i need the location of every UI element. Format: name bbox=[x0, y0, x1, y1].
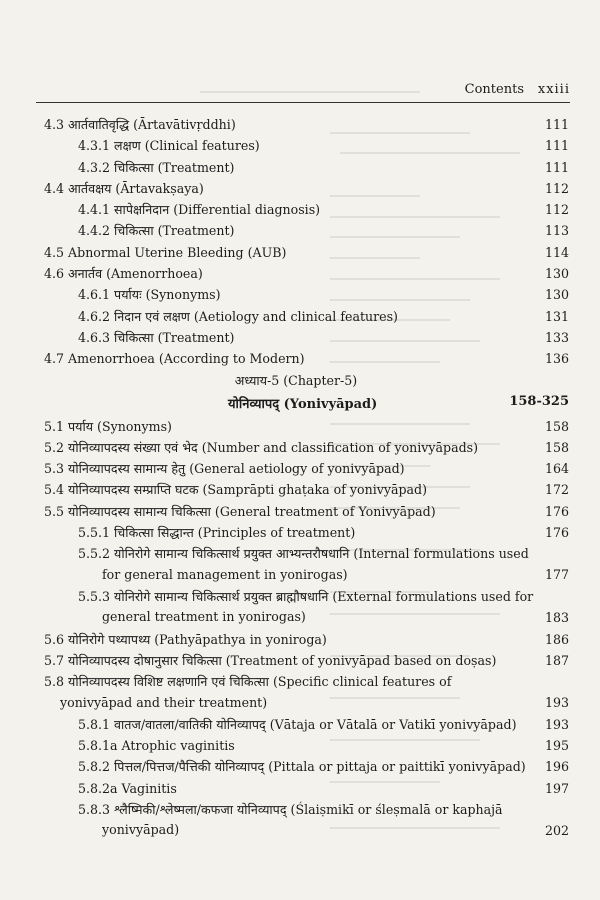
section-page-range: 158-325 bbox=[509, 393, 569, 409]
toc-entry-text: 4.4 आर्तवक्षय (Ārtavakṣaya) bbox=[44, 180, 204, 196]
section-heading bbox=[0, 391, 600, 415]
toc-entry bbox=[0, 457, 600, 478]
toc-entry bbox=[0, 755, 600, 776]
toc-entry-text: 5.5 योनिव्यापदस्य सामान्य चिकित्सा (General treatment of Yonivyāpad) bbox=[44, 503, 436, 519]
toc-entry-text: 5.5.3 योनिरोगे सामान्य चिकित्सार्थ प्रयुक्त ब्राह्मौषधानि (External formulations used for general treatment in yonirogas) bbox=[78, 588, 534, 625]
toc-page-number: 196 bbox=[544, 759, 569, 775]
toc-entry-text: 5.3 योनिव्यापदस्य सामान्य हेतु (General aetiology of yonivyāpad) bbox=[44, 461, 405, 477]
toc-entry-text: 5.8.2 पित्तल/पित्तज/पैत्तिकी योनिव्यापद् (Pittala or pittaja or paittikī yonivyāpad) bbox=[78, 759, 526, 775]
toc-entry-text: 5.6 योनिरोगे पथ्यापथ्य (Pathyāpathya in yoniroga) bbox=[44, 631, 327, 647]
toc-entry bbox=[0, 798, 600, 841]
toc-page-number: 111 bbox=[544, 117, 569, 132]
section-title: योनिव्यापद् (Yonivyāpad) bbox=[228, 396, 378, 412]
toc-entry bbox=[0, 262, 600, 283]
toc-entry-text: 5.1 पर्याय (Synonyms) bbox=[44, 418, 172, 434]
toc-entry-text: 5.8.3 श्लैष्मिकी/श्लेष्मला/कफजा योनिव्यापद् (Ślaiṣmikī or śleṣmalā or kaphajā yonivyāpad) bbox=[78, 801, 503, 838]
toc-entry bbox=[0, 670, 600, 713]
toc-entry-text: 4.3 आर्तवातिवृद्धि (Ārtavātivṛddhi) bbox=[44, 117, 236, 132]
toc-entry bbox=[0, 134, 600, 155]
toc-entry bbox=[0, 241, 600, 262]
toc-entry bbox=[0, 219, 600, 240]
toc-page-number: 172 bbox=[544, 482, 569, 498]
toc-entry bbox=[0, 713, 600, 734]
toc-page-number: 158 bbox=[544, 418, 569, 434]
toc-entry-text: 4.4.1 सापेक्षनिदान (Differential diagnosis) bbox=[78, 202, 321, 218]
toc-page-number: 183 bbox=[544, 609, 569, 625]
toc-page-number: 130 bbox=[544, 287, 569, 303]
toc-page-number: 112 bbox=[544, 202, 569, 218]
header-page-number: xxiii bbox=[537, 82, 570, 97]
toc-page-number: 195 bbox=[544, 738, 569, 754]
toc-entry bbox=[0, 542, 600, 585]
toc-entry-text: 5.4 योनिव्यापदस्य सम्प्राप्ति घटक (Samprāpti ghaṭaka of yonivyāpad) bbox=[44, 482, 428, 498]
toc-entry bbox=[0, 521, 600, 542]
toc-entry-text: 5.8.1a Atrophic vaginitis bbox=[78, 738, 235, 754]
toc-entry-text: 4.3.1 लक्षण (Clinical features) bbox=[78, 138, 260, 154]
toc-entry bbox=[0, 305, 600, 326]
toc-page-number: 136 bbox=[544, 351, 569, 367]
toc-page-number: 158 bbox=[544, 439, 569, 455]
running-header bbox=[36, 78, 570, 103]
toc-entry bbox=[0, 177, 600, 198]
toc-page-number: 111 bbox=[544, 138, 569, 154]
toc-entry bbox=[0, 777, 600, 798]
toc-page-number: 193 bbox=[544, 695, 569, 711]
toc-entry bbox=[0, 585, 600, 628]
toc-entry bbox=[0, 500, 600, 521]
toc-entry bbox=[0, 628, 600, 649]
toc-entry-text: 5.5.1 चिकित्सा सिद्धान्त (Principles of treatment) bbox=[78, 525, 356, 541]
toc-entry bbox=[0, 478, 600, 499]
toc-entry-text: 5.8.2a Vaginitis bbox=[78, 780, 177, 796]
toc-entry-text: 4.6.3 चिकित्सा (Treatment) bbox=[78, 329, 235, 345]
toc-entry-text: 5.7 योनिव्यापदस्य दोषानुसार चिकित्सा (Treatment of yonivyāpad based on doṣas) bbox=[44, 652, 497, 668]
toc-entry bbox=[0, 198, 600, 219]
toc-entry-text: 5.2 योनिव्यापदस्य संख्या एवं भेद (Number and classification of yonivyāpads) bbox=[44, 439, 479, 455]
toc-page-number: 164 bbox=[544, 461, 569, 477]
toc-page-number: 130 bbox=[544, 266, 569, 282]
toc-page-number: 187 bbox=[544, 652, 569, 668]
toc-entry-text: 4.3.2 चिकित्सा (Treatment) bbox=[78, 159, 235, 175]
toc-page-number: 197 bbox=[544, 780, 569, 796]
toc-entry-text: 4.6 अनार्तव (Amenorrhoea) bbox=[44, 266, 203, 282]
toc-page-number: 202 bbox=[544, 822, 569, 838]
toc-entry bbox=[0, 734, 600, 755]
toc-page-number: 112 bbox=[544, 180, 569, 196]
toc-page-number: 114 bbox=[544, 244, 569, 260]
toc-page-number: 131 bbox=[544, 308, 569, 324]
toc-entry-text: 4.6.1 पर्यायः (Synonyms) bbox=[78, 287, 221, 303]
toc-entry-text: 5.8 योनिव्यापदस्य विशिष्ट लक्षणानि एवं चिकित्सा (Specific clinical features of yonivyāpad and their treatment) bbox=[44, 674, 452, 710]
chapter-label bbox=[0, 369, 600, 391]
toc-page-number: 176 bbox=[544, 525, 569, 541]
toc-entry bbox=[0, 283, 600, 304]
table-of-contents bbox=[0, 113, 600, 841]
toc-entry-text: 4.4.2 चिकित्सा (Treatment) bbox=[78, 223, 235, 239]
toc-entry bbox=[0, 113, 600, 134]
toc-entry bbox=[0, 436, 600, 457]
toc-entry bbox=[0, 347, 600, 368]
toc-page-number: 186 bbox=[544, 631, 569, 647]
toc-entry bbox=[0, 649, 600, 670]
toc-entry-text: 4.6.2 निदान एवं लक्षण (Aetiology and clinical features) bbox=[78, 308, 398, 324]
toc-entry-text: 4.7 Amenorrhoea (According to Modern) bbox=[44, 351, 305, 367]
toc-entry bbox=[0, 326, 600, 347]
toc-page-number: 113 bbox=[544, 223, 569, 239]
toc-page-number: 176 bbox=[544, 503, 569, 519]
toc-page-number: 111 bbox=[544, 159, 569, 175]
toc-entry bbox=[0, 156, 600, 177]
toc-page-number: 177 bbox=[544, 567, 569, 583]
toc-entry-text: 5.5.2 योनिरोगे सामान्य चिकित्सार्थ प्रयुक्त आभ्यन्तरौषधानि (Internal formulations used for general management in yonirogas) bbox=[78, 546, 529, 582]
toc-page-number: 133 bbox=[544, 329, 569, 345]
toc-page-number: 193 bbox=[544, 716, 569, 732]
chapter-label-text: अध्याय-5 (Chapter-5) bbox=[234, 372, 358, 388]
header-title: Contents bbox=[464, 82, 524, 97]
toc-entry-text: 4.5 Abnormal Uterine Bleeding (AUB) bbox=[44, 244, 287, 260]
toc-entry-text: 5.8.1 वातज/वातला/वातिकी योनिव्यापद् (Vātaja or Vātalā or Vatikī yonivyāpad) bbox=[78, 716, 517, 732]
toc-entry bbox=[0, 415, 600, 436]
